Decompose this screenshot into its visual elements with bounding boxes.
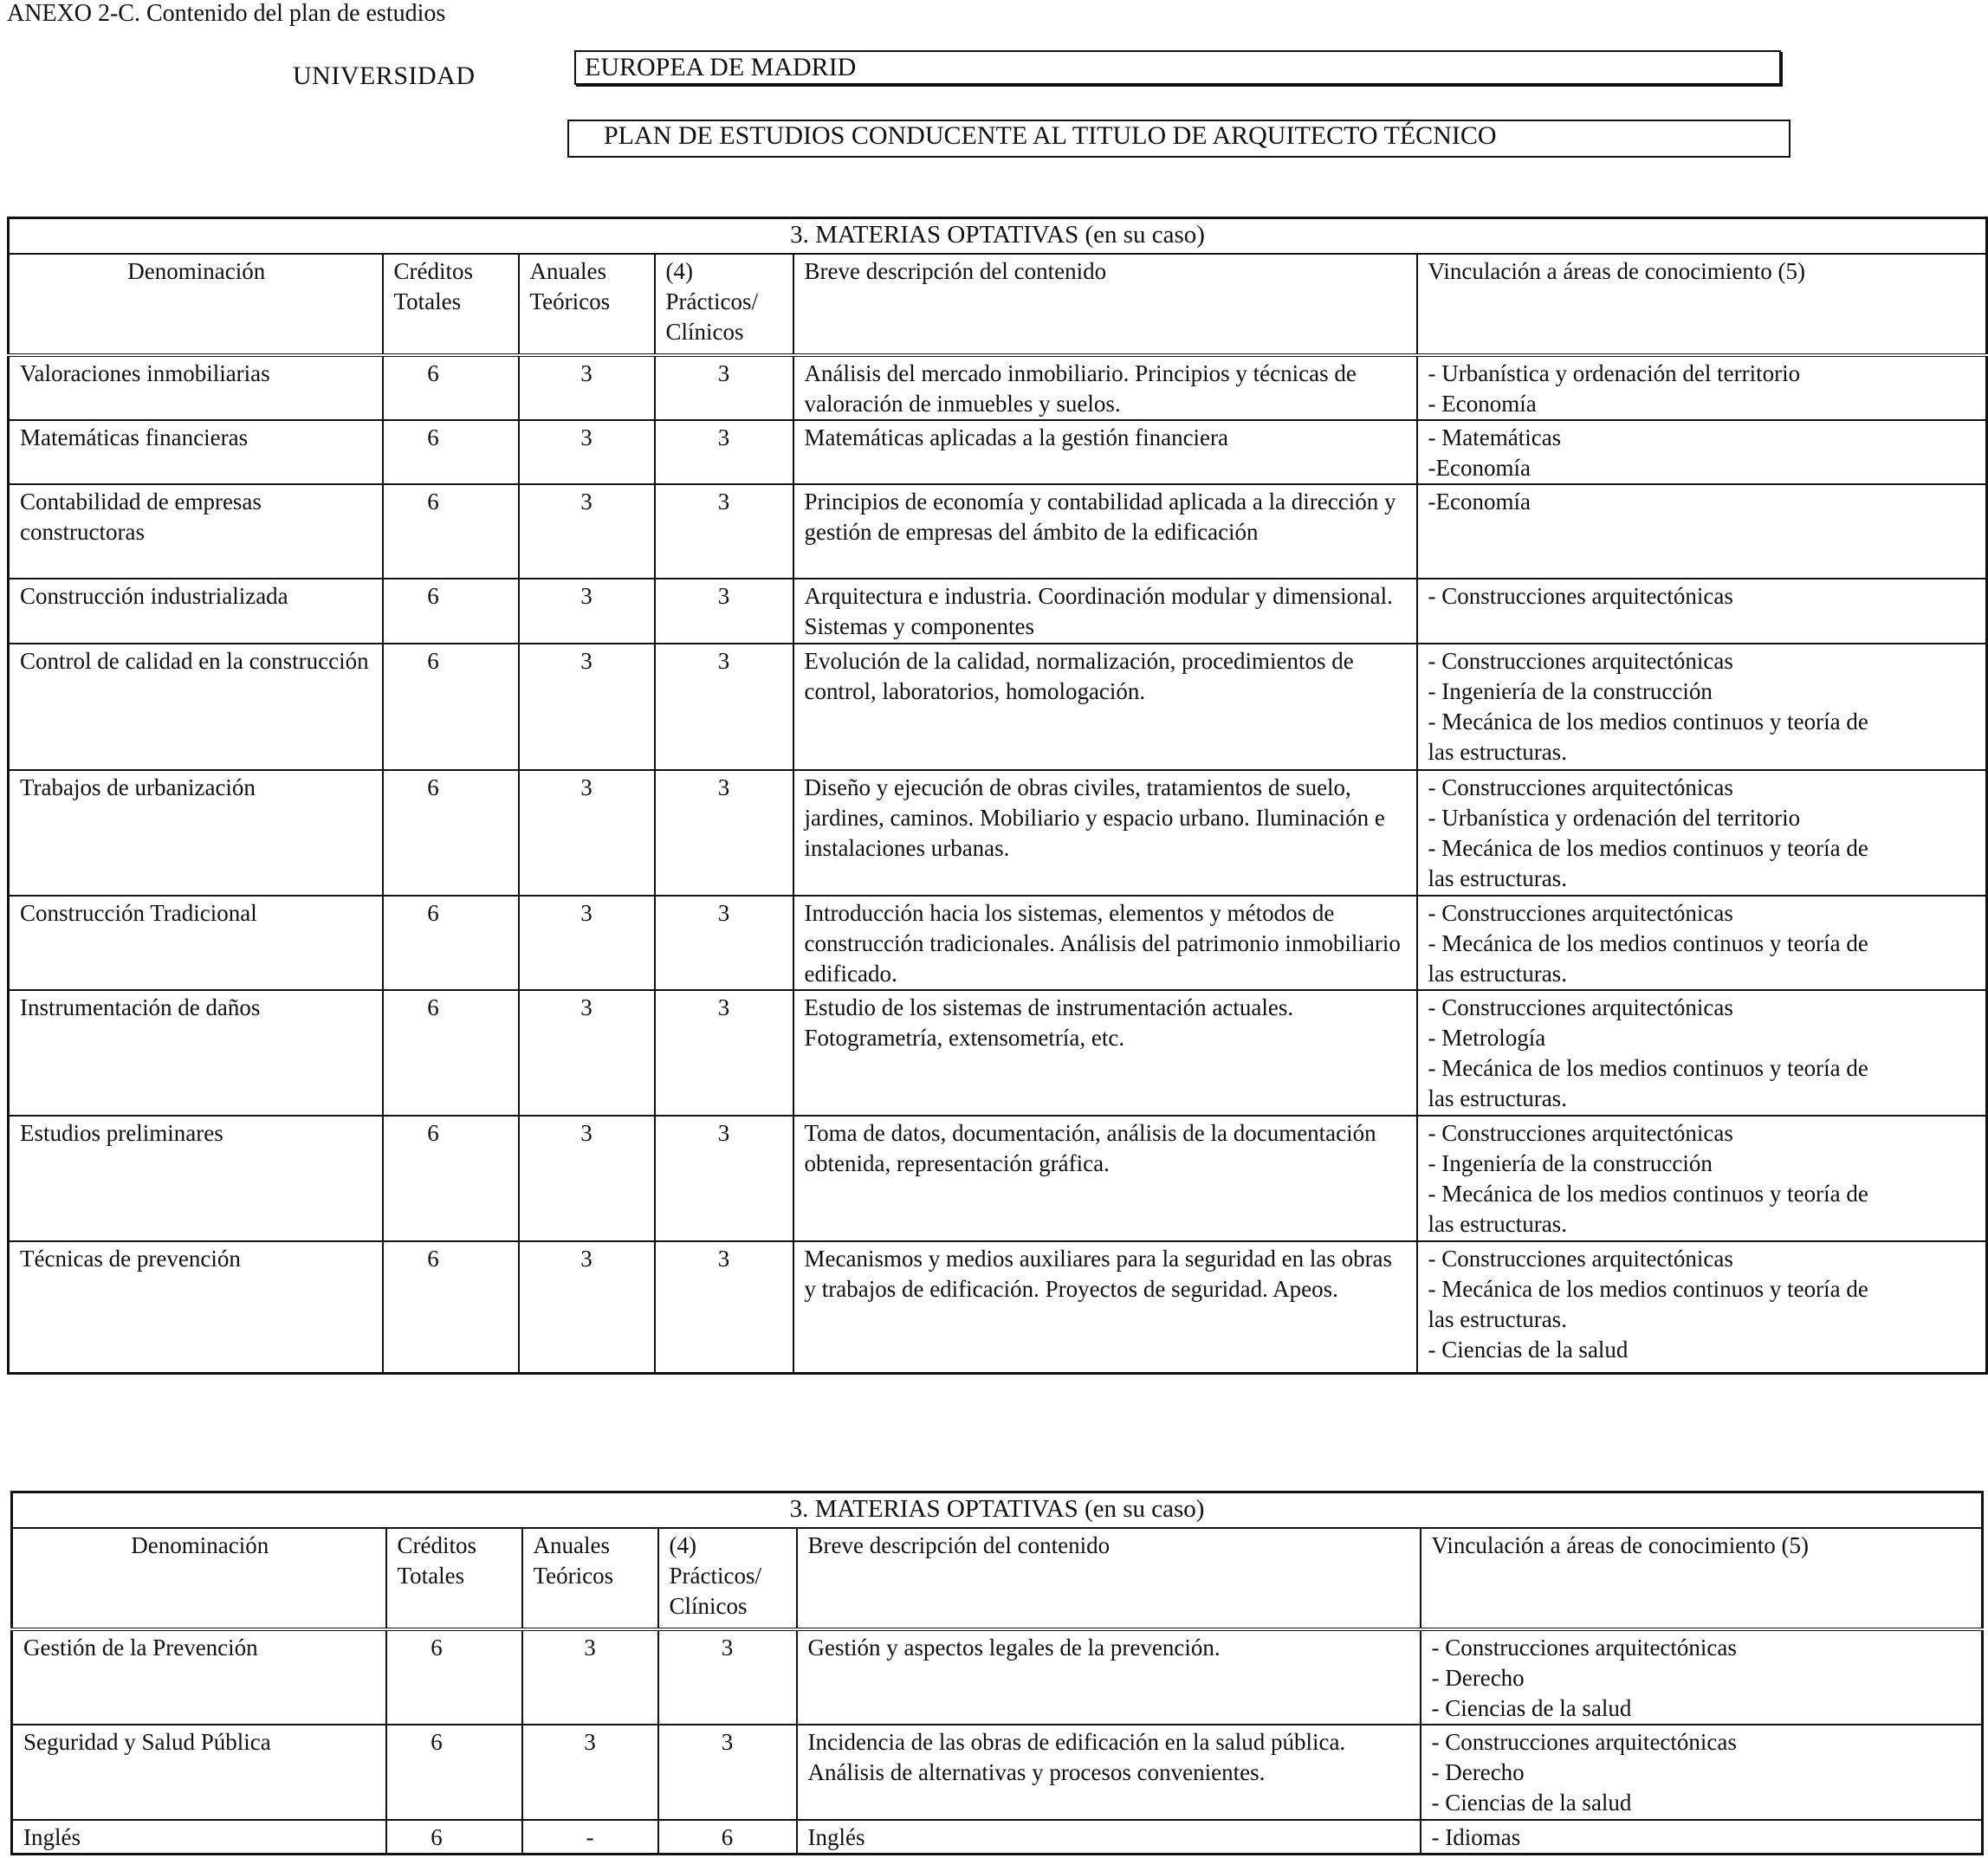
practice-cell: 3 xyxy=(655,770,793,896)
practice-cell: 3 xyxy=(655,355,793,420)
knowledge-area-line: - Urbanística y ordenación del territorio xyxy=(1428,360,1801,386)
subject-name-cell: Instrumentación de daños xyxy=(9,990,383,1116)
knowledge-areas-cell xyxy=(1417,1116,1987,1241)
theory-cell: 3 xyxy=(522,1725,658,1819)
description-cell: Gestión y aspectos legales de la prevención. xyxy=(797,1629,1421,1725)
description-cell: Evolución de la calidad, normalización, procedimientos de control, laboratorios, homologación. xyxy=(793,644,1417,770)
practice-cell: 3 xyxy=(655,420,793,484)
credits-cell: 6 xyxy=(383,484,519,579)
credits-cell: 6 xyxy=(383,1116,519,1241)
knowledge-areas-cell xyxy=(1421,1629,1983,1725)
column-header-anuales: Anuales Teóricos xyxy=(522,1528,658,1629)
knowledge-area-line: las estructuras. xyxy=(1428,960,1567,987)
knowledge-area-line: las estructuras. xyxy=(1428,864,1567,891)
knowledge-area-line: - Ciencias de la salud xyxy=(1431,1695,1632,1722)
column-header-descripcion: Breve descripción del contenido xyxy=(793,254,1417,355)
table-row xyxy=(12,1629,1983,1725)
subject-name-cell: Gestión de la Prevención xyxy=(12,1629,386,1725)
knowledge-area-line: - Urbanística y ordenación del territorio xyxy=(1428,804,1801,831)
knowledge-areas-cell xyxy=(1417,644,1987,770)
credits-cell: 6 xyxy=(383,355,519,420)
knowledge-area-line: - Mecánica de los medios continuos y teoría de xyxy=(1428,1181,1868,1207)
column-header-anuales: Anuales Teóricos xyxy=(519,254,655,355)
table-row xyxy=(9,990,1987,1116)
subject-name-cell: Construcción Tradicional xyxy=(9,896,383,990)
column-header-creditos: Créditos Totales xyxy=(386,1528,522,1629)
table-row xyxy=(9,644,1987,770)
practice-cell: 3 xyxy=(655,579,793,643)
knowledge-area-line: - Metrología xyxy=(1428,1024,1546,1051)
knowledge-area-line: las estructuras. xyxy=(1428,1085,1567,1112)
table-1-body xyxy=(9,355,1987,1374)
practice-cell: 3 xyxy=(655,484,793,579)
credits-cell: 6 xyxy=(386,1725,522,1819)
knowledge-area-line: - Mecánica de los medios continuos y teoría de xyxy=(1428,1275,1868,1302)
theory-cell: 3 xyxy=(519,355,655,420)
credits-cell: 6 xyxy=(383,1241,519,1374)
practice-cell: 3 xyxy=(658,1725,797,1819)
subject-name-cell: Control de calidad en la construcción xyxy=(9,644,383,770)
description-cell: Incidencia de las obras de edificación en la salud pública. Análisis de alternativas y procesos convenientes. xyxy=(797,1725,1421,1819)
description-cell: Arquitectura e industria. Coordinación modular y dimensional. Sistemas y componentes xyxy=(793,579,1417,643)
column-header-practicos: (4) Prácticos/ Clínicos xyxy=(658,1528,797,1629)
description-cell: Análisis del mercado inmobiliario. Principios y técnicas de valoración de inmuebles y suelos. xyxy=(793,355,1417,420)
credits-cell: 6 xyxy=(383,420,519,484)
knowledge-area-line: - Ingeniería de la construcción xyxy=(1428,677,1713,704)
table-row xyxy=(9,770,1987,896)
theory-cell: - xyxy=(522,1820,658,1855)
table-row xyxy=(9,1241,1987,1374)
knowledge-area-line: - Construcciones arquitectónicas xyxy=(1428,994,1733,1020)
practice-cell: 3 xyxy=(655,1241,793,1374)
plan-title-box: PLAN DE ESTUDIOS CONDUCENTE AL TITULO DE ARQUITECTO TÉCNICO xyxy=(567,120,1790,158)
knowledge-area-line: - Construcciones arquitectónicas xyxy=(1428,1119,1733,1146)
table-row xyxy=(9,1116,1987,1241)
column-header-creditos: Créditos Totales xyxy=(383,254,519,355)
column-header-denominacion: Denominación xyxy=(12,1528,386,1629)
table-row xyxy=(9,896,1987,990)
subject-name-cell: Construcción industrializada xyxy=(9,579,383,643)
practice-cell: 3 xyxy=(655,990,793,1116)
knowledge-area-line: - Derecho xyxy=(1431,1759,1525,1786)
knowledge-area-line: - Idiomas xyxy=(1431,1823,1521,1850)
knowledge-area-line: las estructuras. xyxy=(1428,738,1567,765)
practice-cell: 3 xyxy=(655,1116,793,1241)
table-title: 3. MATERIAS OPTATIVAS (en su caso) xyxy=(9,218,1987,255)
subject-name-cell: Valoraciones inmobiliarias xyxy=(9,355,383,420)
column-header-vinculacion: Vinculación a áreas de conocimiento (5) xyxy=(1417,254,1987,355)
credits-cell: 6 xyxy=(386,1820,522,1855)
theory-cell: 3 xyxy=(519,770,655,896)
table-title: 3. MATERIAS OPTATIVAS (en su caso) xyxy=(12,1492,1983,1529)
university-name-box: EUROPEA DE MADRID xyxy=(574,50,1781,85)
credits-cell: 6 xyxy=(383,579,519,643)
column-header-practicos: (4) Prácticos/ Clínicos xyxy=(655,254,793,355)
practice-cell: 3 xyxy=(655,644,793,770)
theory-cell: 3 xyxy=(519,420,655,484)
knowledge-area-line: - Construcciones arquitectónicas xyxy=(1431,1729,1737,1756)
knowledge-areas-cell xyxy=(1417,896,1987,990)
column-header-denominacion: Denominación xyxy=(9,254,383,355)
subject-name-cell: Matemáticas financieras xyxy=(9,420,383,484)
knowledge-area-line: - Construcciones arquitectónicas xyxy=(1428,647,1733,674)
theory-cell: 3 xyxy=(519,990,655,1116)
knowledge-areas-cell xyxy=(1417,579,1987,643)
subject-name-cell: Trabajos de urbanización xyxy=(9,770,383,896)
knowledge-area-line: - Mecánica de los medios continuos y teoría de xyxy=(1428,708,1868,735)
knowledge-area-line: - Ciencias de la salud xyxy=(1431,1790,1632,1816)
knowledge-area-line: - Construcciones arquitectónicas xyxy=(1428,1245,1733,1272)
description-cell: Estudio de los sistemas de instrumentación actuales. Fotogrametría, extensometría, etc. xyxy=(793,990,1417,1116)
knowledge-area-line: - Mecánica de los medios continuos y teoría de xyxy=(1428,834,1868,861)
description-cell: Toma de datos, documentación, análisis de la documentación obtenida, representación gráfica. xyxy=(793,1116,1417,1241)
theory-cell: 3 xyxy=(519,579,655,643)
knowledge-areas-cell xyxy=(1421,1725,1983,1819)
theory-cell: 3 xyxy=(519,896,655,990)
optional-subjects-table-2 xyxy=(10,1491,1984,1855)
table-row xyxy=(9,484,1987,579)
credits-cell: 6 xyxy=(383,770,519,896)
university-label: UNIVERSIDAD xyxy=(293,62,476,90)
knowledge-area-line: - Matemáticas xyxy=(1428,424,1562,451)
knowledge-areas-cell xyxy=(1417,770,1987,896)
knowledge-area-line: las estructuras. xyxy=(1428,1211,1567,1238)
practice-cell: 3 xyxy=(658,1629,797,1725)
subject-name-cell: Estudios preliminares xyxy=(9,1116,383,1241)
theory-cell: 3 xyxy=(519,644,655,770)
knowledge-area-line: -Economía xyxy=(1428,489,1531,515)
table-row xyxy=(12,1725,1983,1819)
description-cell: Principios de economía y contabilidad aplicada a la dirección y gestión de empresas del ámbito de la edificación xyxy=(793,484,1417,579)
table-row xyxy=(9,420,1987,484)
table-row xyxy=(9,579,1987,643)
column-header-descripcion: Breve descripción del contenido xyxy=(797,1528,1421,1629)
knowledge-areas-cell xyxy=(1417,990,1987,1116)
description-cell: Matemáticas aplicadas a la gestión financiera xyxy=(793,420,1417,484)
theory-cell: 3 xyxy=(519,1241,655,1374)
knowledge-area-line: - Mecánica de los medios continuos y teoría de xyxy=(1428,1055,1868,1082)
description-cell: Introducción hacia los sistemas, elementos y métodos de construcción tradicionales. Análisis del patrimonio inmobiliario edificado. xyxy=(793,896,1417,990)
table-row xyxy=(9,355,1987,420)
theory-cell: 3 xyxy=(519,484,655,579)
knowledge-area-line: - Ciencias de la salud xyxy=(1428,1337,1629,1363)
knowledge-areas-cell xyxy=(1421,1820,1983,1855)
practice-cell: 3 xyxy=(655,896,793,990)
knowledge-area-line: - Mecánica de los medios continuos y teoría de xyxy=(1428,929,1868,956)
knowledge-area-line: - Construcciones arquitectónicas xyxy=(1428,774,1733,800)
knowledge-area-line: - Construcciones arquitectónicas xyxy=(1431,1635,1737,1661)
knowledge-area-line: - Construcciones arquitectónicas xyxy=(1428,583,1733,610)
annex-title: ANEXO 2-C. Contenido del plan de estudios xyxy=(7,0,446,27)
credits-cell: 6 xyxy=(383,990,519,1116)
credits-cell: 6 xyxy=(386,1629,522,1725)
optional-subjects-table-1 xyxy=(7,217,1988,1375)
knowledge-area-line: - Economía xyxy=(1428,391,1537,418)
theory-cell: 3 xyxy=(522,1629,658,1725)
credits-cell: 6 xyxy=(383,896,519,990)
column-header-vinculacion: Vinculación a áreas de conocimiento (5) xyxy=(1421,1528,1983,1629)
knowledge-area-line: - Derecho xyxy=(1431,1665,1525,1692)
knowledge-area-line: - Construcciones arquitectónicas xyxy=(1428,899,1733,926)
knowledge-areas-cell xyxy=(1417,484,1987,579)
subject-name-cell: Seguridad y Salud Pública xyxy=(12,1725,386,1819)
knowledge-areas-cell xyxy=(1417,355,1987,420)
knowledge-areas-cell xyxy=(1417,1241,1987,1374)
subject-name-cell: Contabilidad de empresas constructoras xyxy=(9,484,383,579)
theory-cell: 3 xyxy=(519,1116,655,1241)
subject-name-cell: Inglés xyxy=(12,1820,386,1855)
description-cell: Mecanismos y medios auxiliares para la seguridad en las obras y trabajos de edificación. Proyectos de seguridad. Apeos. xyxy=(793,1241,1417,1374)
table-2-body xyxy=(12,1629,1983,1854)
knowledge-areas-cell xyxy=(1417,420,1987,484)
knowledge-area-line: las estructuras. xyxy=(1428,1306,1567,1333)
subject-name-cell: Técnicas de prevención xyxy=(9,1241,383,1374)
practice-cell: 6 xyxy=(658,1820,797,1855)
table-row xyxy=(12,1820,1983,1855)
description-cell: Diseño y ejecución de obras civiles, tratamientos de suelo, jardines, caminos. Mobiliario y espacio urbano. Iluminación e instalaciones urbanas. xyxy=(793,770,1417,896)
knowledge-area-line: - Ingeniería de la construcción xyxy=(1428,1149,1713,1176)
credits-cell: 6 xyxy=(383,644,519,770)
description-cell: Inglés xyxy=(797,1820,1421,1855)
knowledge-area-line: -Economía xyxy=(1428,455,1531,482)
